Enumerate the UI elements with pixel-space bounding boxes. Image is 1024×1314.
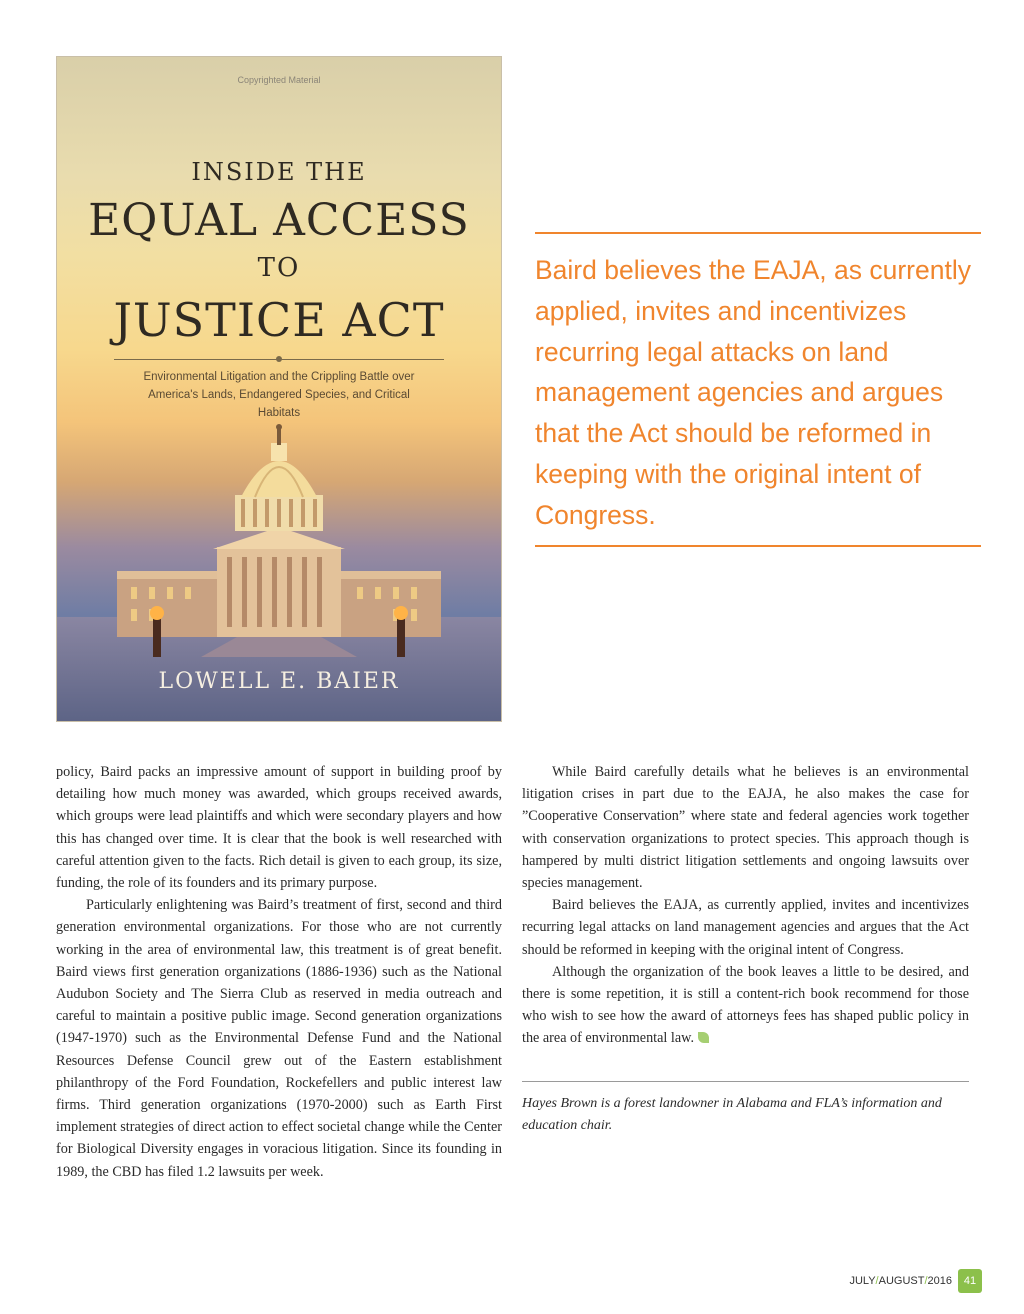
cover-subtitle: Environmental Litigation and the Crippling Battle over America's Lands, Endangered Species, and Critical Habitats xyxy=(143,371,415,419)
author-bio-divider xyxy=(522,1081,969,1082)
pull-quote: Baird believes the EAJA, as currently applied, invites and incentivizes recurring legal attacks on land management agencies and argues that the Act should be reformed in keeping with the original intent of Congress. xyxy=(535,255,971,530)
pull-quote-top-rule xyxy=(535,232,981,234)
right-paragraph-2: Baird believes the EAJA, as currently applied, invites and incentivizes recurring legal attacks on land management agencies and argues that the Act should be reformed in keeping with the original intent of Congress. xyxy=(522,897,969,958)
left-paragraph-1: policy, Baird packs an impressive amount of support in building proof by detailing how much money was awarded, which groups received awards, which groups were lead plaintiffs and which were secondary players and how this has changed over time. It is clear that the book is well researched with careful attention given to the facts. Rich detail is given to each group, its size, funding, the role of its founders and its primary purpose. xyxy=(56,764,502,892)
cover-title-line-2: EQUAL ACCESS xyxy=(88,195,470,246)
issue-month-1: JULY xyxy=(849,1275,876,1287)
issue-date xyxy=(849,1275,952,1287)
article-left-column xyxy=(56,761,502,1183)
cover-title-line-3: TO xyxy=(257,253,301,283)
cover-title-line-4: JUSTICE ACT xyxy=(113,293,445,347)
cover-title xyxy=(57,157,501,422)
cover-author: LOWELL E. BAIER xyxy=(158,669,400,694)
end-of-article-leaf-icon xyxy=(698,1032,709,1043)
right-paragraph-3 xyxy=(522,961,969,1050)
pull-quote-bottom-rule xyxy=(535,545,981,547)
page-number: 41 xyxy=(958,1269,982,1293)
author-bio: Hayes Brown is a forest landowner in Alabama and FLA’s information and education chair. xyxy=(522,1096,942,1133)
date-separator-1: / xyxy=(875,1275,879,1287)
book-cover-image xyxy=(56,56,502,722)
issue-month-2: AUGUST xyxy=(878,1275,925,1287)
article-right-column xyxy=(522,761,969,1050)
date-separator-2: / xyxy=(924,1275,928,1287)
right-paragraph-1: While Baird carefully details what he believes is an environmental litigation crises in part due to the EAJA, he also makes the case for ”Cooperative Conservation” where state and federal agencies work together with conservation organizations to protect species. This approach though is hampered by multi district litigation settlements and ongoing lawsuits over species management. xyxy=(522,764,969,892)
cover-title-line-1: INSIDE THE xyxy=(191,158,367,186)
cover-watermark: Copyrighted Material xyxy=(237,75,321,85)
issue-year: 2016 xyxy=(927,1275,952,1287)
cover-divider xyxy=(114,359,444,360)
right-paragraph-3-text: Although the organization of the book leaves a little to be desired, and there is some repetition, it is still a content-rich book recommend for those who wish to see how the award of attorneys fees has shaped public policy in the area of environmental law. xyxy=(522,963,969,1047)
page-footer xyxy=(849,1269,982,1293)
left-paragraph-2: Particularly enlightening was Baird’s treatment of first, second and third generation environmental organizations. For those who are not currently working in the area of environmental law, this treatment is of great benefit. Baird views first generation organizations (1886-1936) such as the National Audubon Society and The Sierra Club as reserved in media outreach and careful to maintain a positive public image. Second generation organizations (1947-1970) such as the Environmental Defense Fund and the National Resources Defense Council grew out of the Eastern establishment philanthropy of the Ford Foundation, Rockefellers and public interest law firms. Third generation organizations (1970-2000) such as Earth First implement strategies of direct action to effect societal change while the Center for Biological Diversity engages in voracious litigation. Since its founding in 1989, the CBD has filed 1.2 lawsuits per week. xyxy=(56,897,502,1180)
